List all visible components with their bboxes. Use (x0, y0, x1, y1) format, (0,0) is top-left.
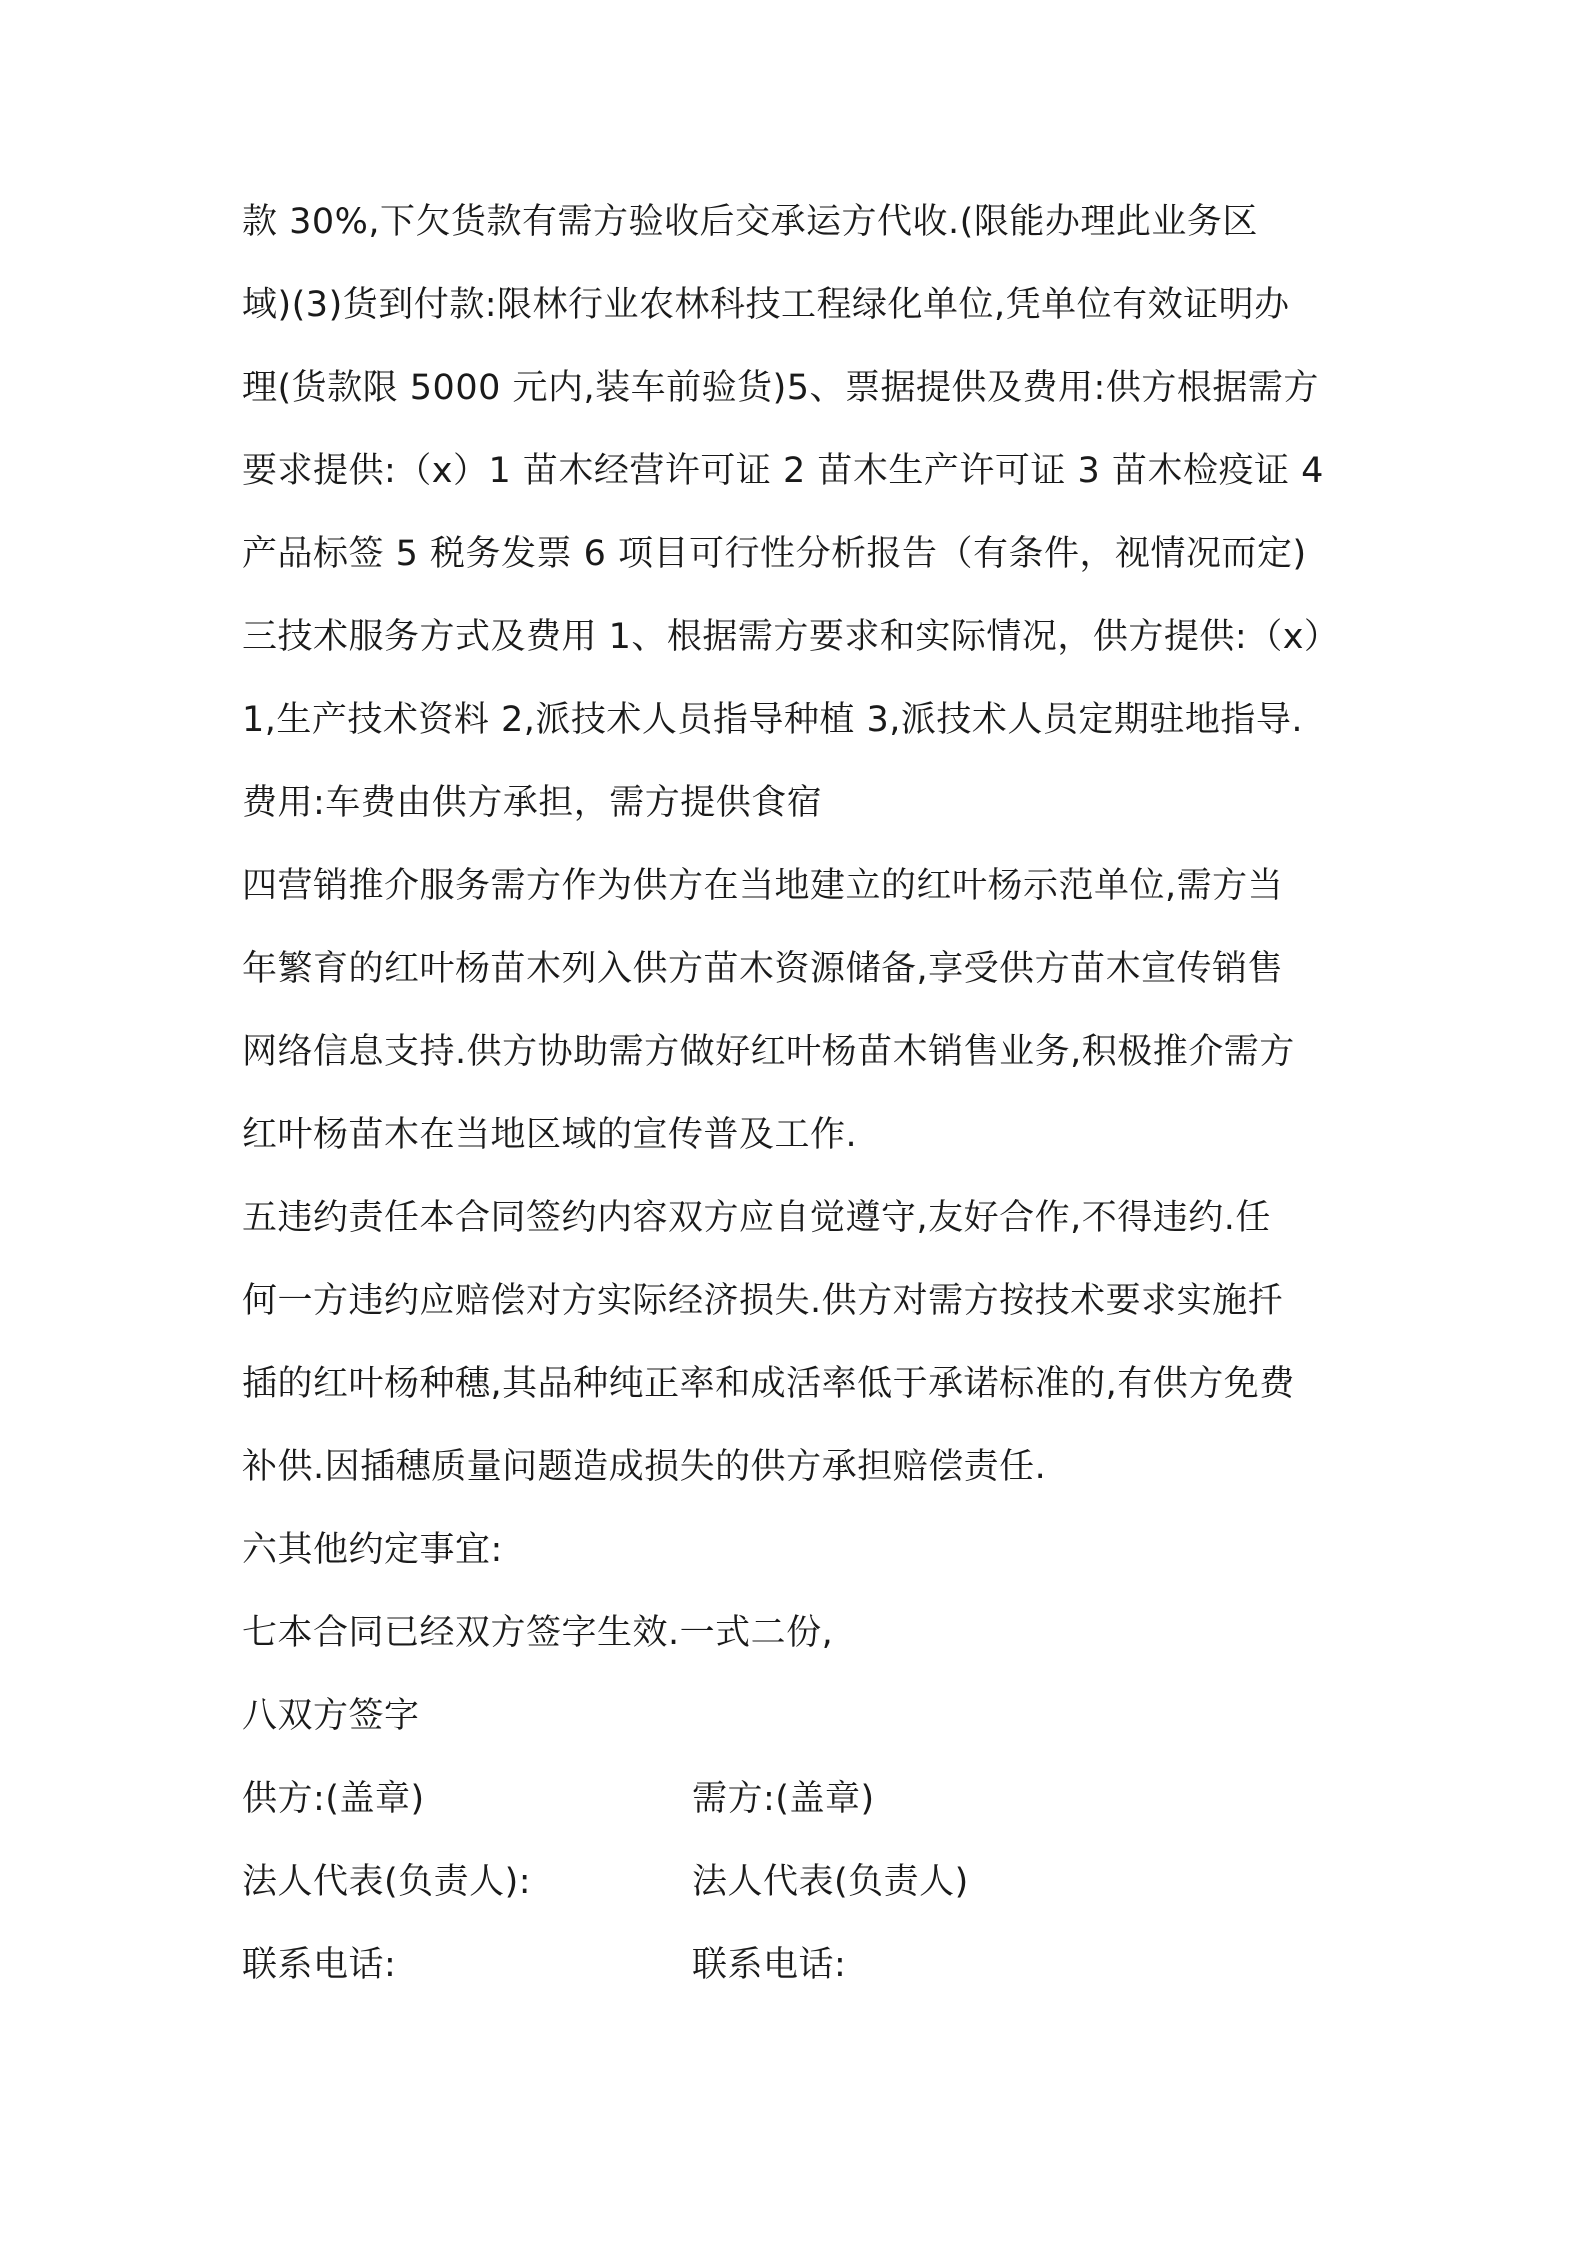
supplier-rep-label: 法人代表(负责人): (242, 1862, 532, 1902)
paragraph-line: 何一方违约应赔偿对方实际经济损失.供方对需方按技术要求实施扦 (242, 1281, 1284, 1321)
paragraph-line: 要求提供:（x）1 苗木经营许可证 2 苗木生产许可证 3 苗木检疫证 4 (242, 451, 1324, 491)
paragraph-line: 理(货款限 5000 元内,装车前验货)5、票据提供及费用:供方根据需方 (242, 368, 1319, 408)
paragraph-line: 四营销推介服务需方作为供方在当地建立的红叶杨示范单位,需方当 (242, 866, 1284, 906)
buyer-phone-label: 联系电话: (692, 1945, 847, 1985)
paragraph-line: 域)(3)货到付款:限林行业农林科技工程绿化单位,凭单位有效证明办 (242, 285, 1290, 325)
buyer-seal-label: 需方:(盖章) (692, 1779, 875, 1819)
paragraph-line: 红叶杨苗木在当地区域的宣传普及工作. (242, 1115, 858, 1155)
buyer-rep-label: 法人代表(负责人) (692, 1862, 969, 1902)
paragraph-line: 网络信息支持.供方协助需方做好红叶杨苗木销售业务,积极推介需方 (242, 1032, 1295, 1072)
section-heading: 六其他约定事宜: (242, 1530, 503, 1570)
section-heading: 八双方签字 (242, 1696, 420, 1736)
paragraph-line: 款 30%,下欠货款有需方验收后交承运方代收.(限能办理此业务区 (242, 202, 1258, 242)
supplier-phone-label: 联系电话: (242, 1945, 397, 1985)
paragraph-line: 插的红叶杨种穗,其品种纯正率和成活率低于承诺标准的,有供方免费 (242, 1364, 1295, 1404)
paragraph-line: 1,生产技术资料 2,派技术人员指导种植 3,派技术人员定期驻地指导. (242, 700, 1304, 740)
paragraph-line: 补供.因插穗质量问题造成损失的供方承担赔偿责任. (242, 1447, 1047, 1487)
paragraph-line: 产品标签 5 税务发票 6 项目可行性分析报告（有条件，视情况而定) (242, 534, 1307, 574)
paragraph-line: 五违约责任本合同签约内容双方应自觉遵守,友好合作,不得违约.任 (242, 1198, 1271, 1238)
paragraph-line: 三技术服务方式及费用 1、根据需方要求和实际情况，供方提供:（x） (242, 617, 1340, 657)
supplier-seal-label: 供方:(盖章) (242, 1779, 425, 1819)
section-heading: 七本合同已经双方签字生效.一式二份, (242, 1613, 834, 1653)
paragraph-line: 年繁育的红叶杨苗木列入供方苗木资源储备,享受供方苗木宣传销售 (242, 949, 1284, 989)
paragraph-line: 费用:车费由供方承担，需方提供食宿 (242, 783, 823, 823)
